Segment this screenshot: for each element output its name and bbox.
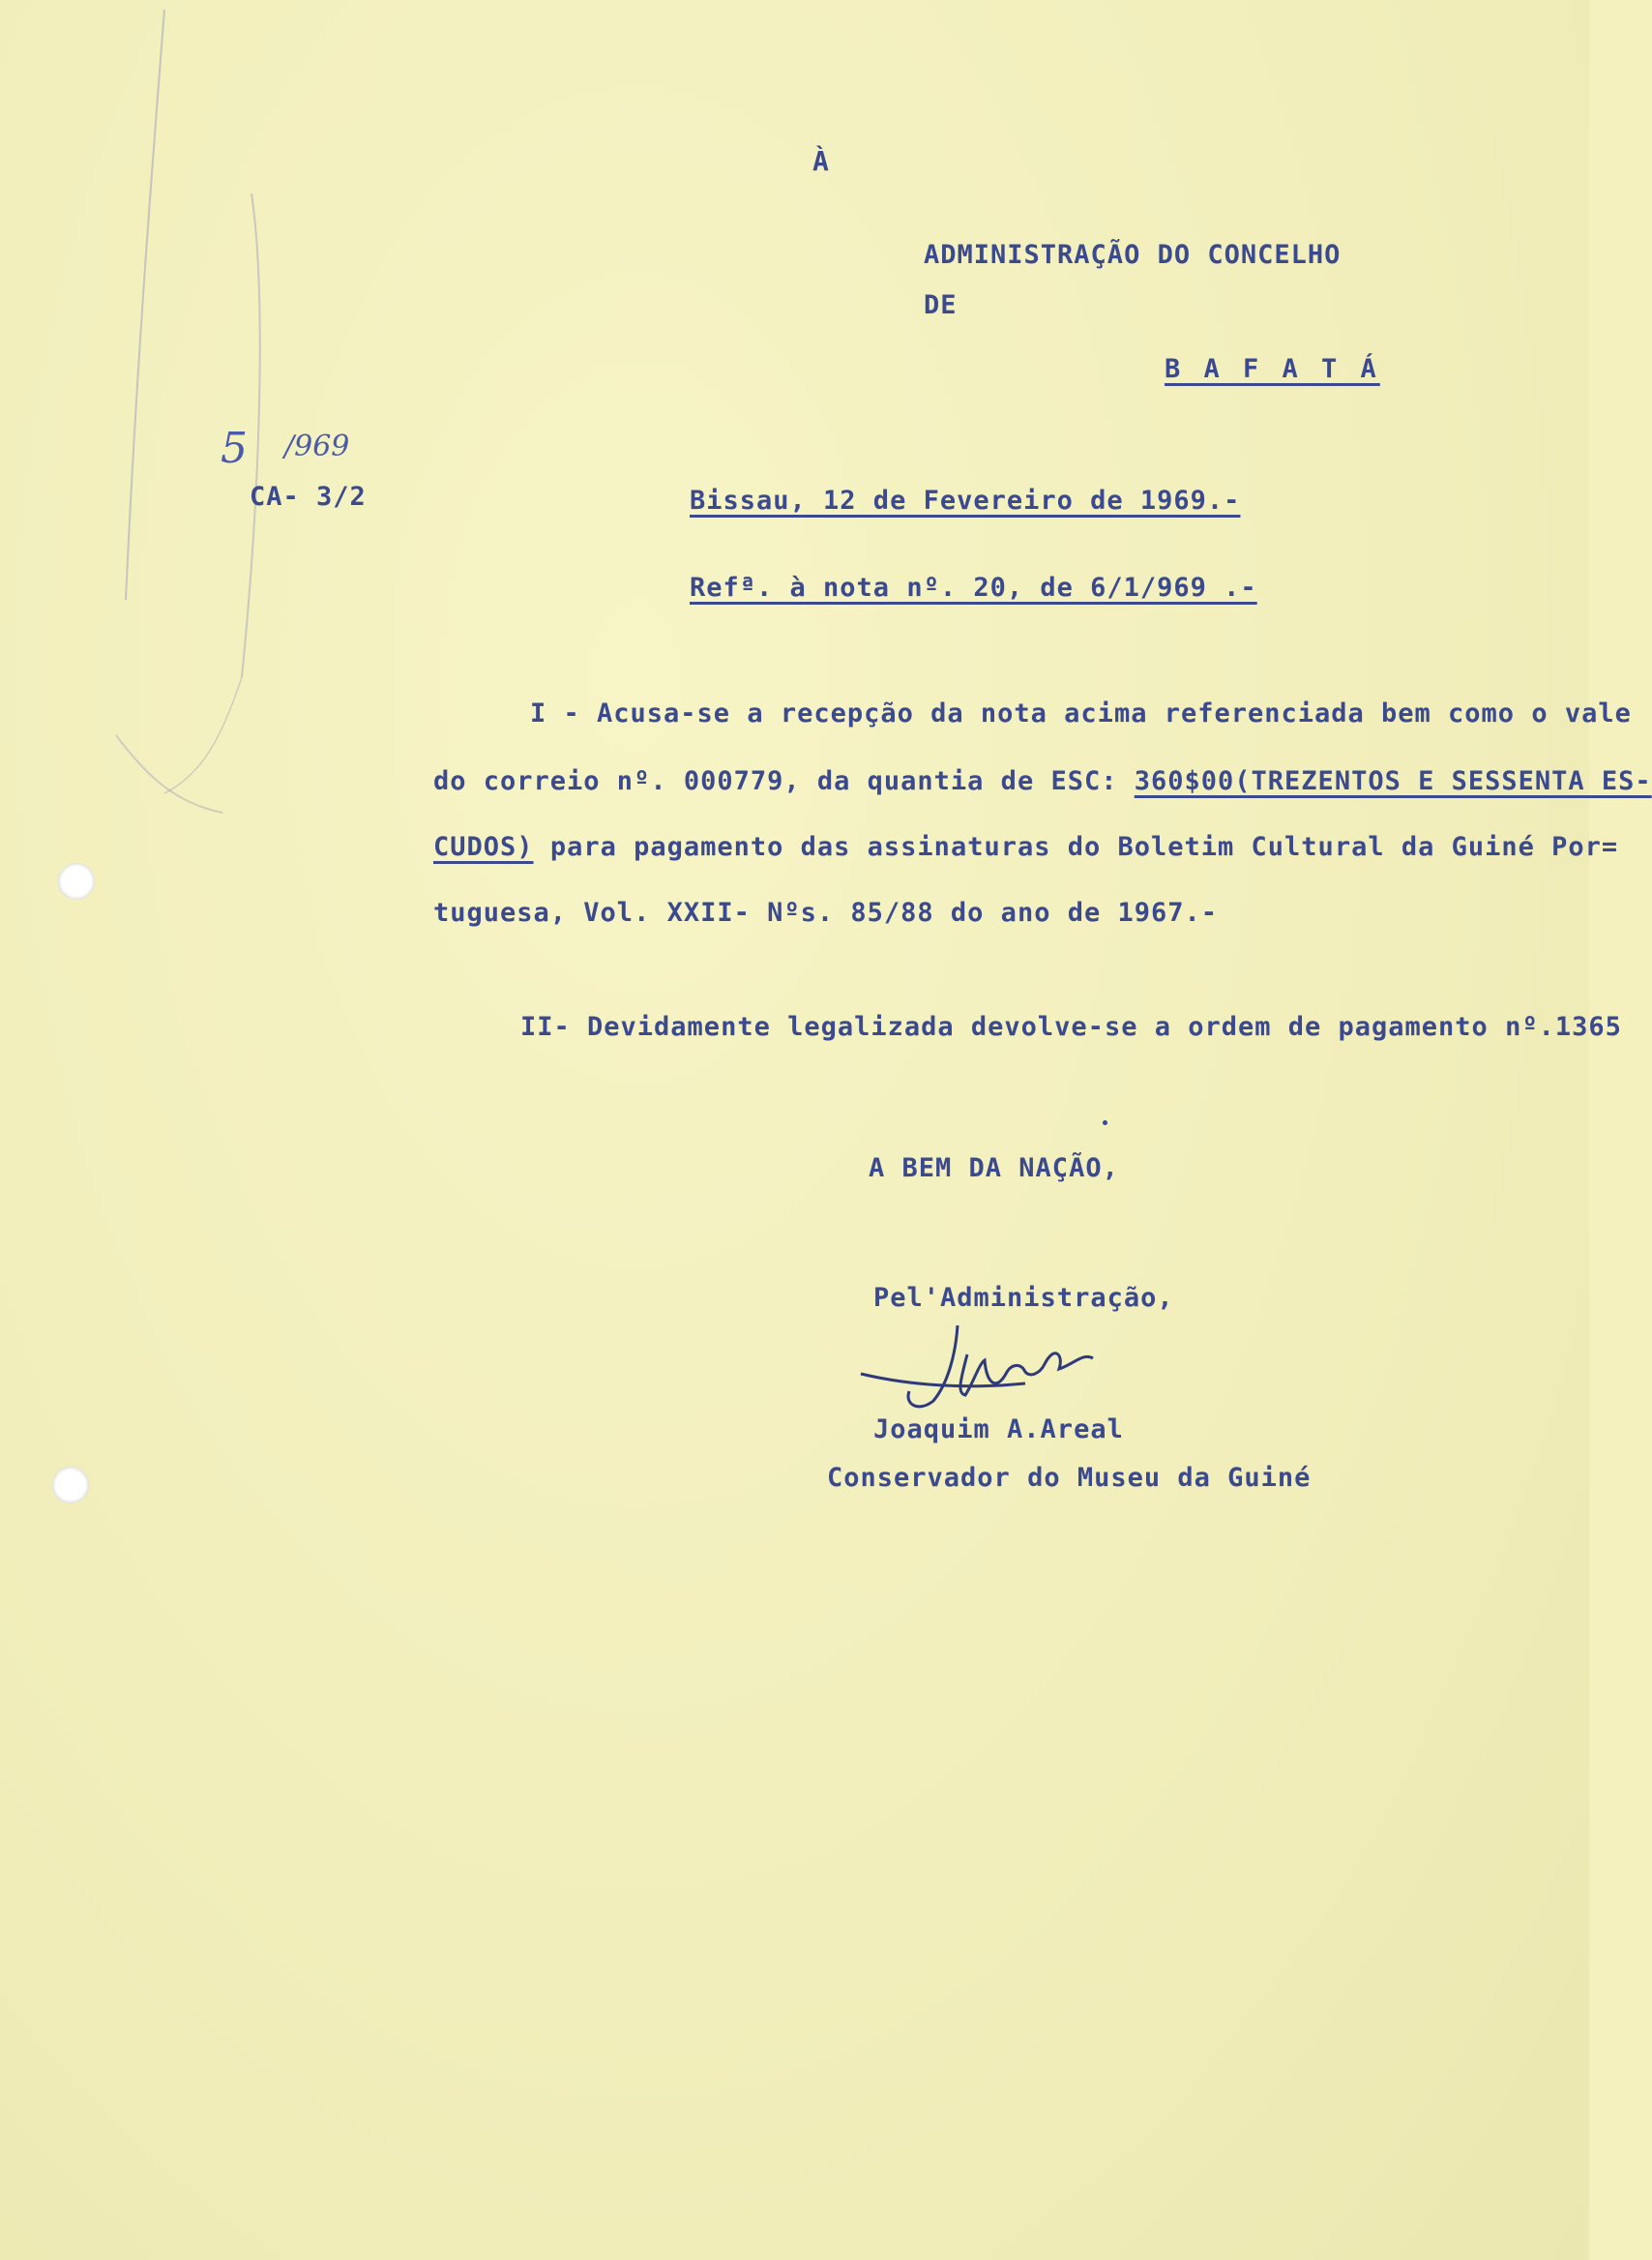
addressee-place: B A F A T Á [1165,354,1380,384]
handwritten-signature [851,1316,1141,1422]
punch-hole-bottom [52,1467,89,1503]
addressee-line-1: ADMINISTRAÇÃO DO CONCELHO [924,240,1342,270]
punch-hole-top [58,863,95,900]
paragraph-1-line-2-prefix: do correio nº. 000779, da quantia de ESC: [433,766,1118,796]
paragraph-1-line-3 [433,832,1618,862]
signature-intro: Pel'Administração, [873,1283,1174,1313]
paragraph-2: II- Devidamente legalizada devolve-se a ordem de pagamento nº.1365 [520,1012,1622,1042]
handwritten-year: /969 [284,430,350,463]
ink-dot [1103,1120,1107,1125]
reference-line: Refª. à nota nº. 20, de 6/1/969 .- [690,573,1257,603]
a-mark: À [812,145,830,177]
paragraph-1-line-3-rest: para pagamento das assinaturas do Boletim Cultural da Guiné Por= [549,832,1619,862]
file-code: CA- 3/2 [250,482,367,512]
signer-name: Joaquim A.Areal [873,1414,1124,1444]
addressee-line-2: DE [924,290,958,320]
payment-amount-continued: CUDOS) [433,832,534,862]
paragraph-1-line-2 [433,766,1652,796]
closing-line: A BEM DA NAÇÃO, [869,1153,1119,1183]
payment-amount: 360$00(TREZENTOS E SESSENTA ES- [1134,766,1652,796]
signer-title: Conservador do Museu da Guiné [827,1463,1312,1493]
paragraph-1-line-4: tuguesa, Vol. XXII- Nºs. 85/88 do ano de 1967.- [433,898,1219,928]
paragraph-1-line-1: I - Acusa-se a recepção da nota acima referenciada bem como o vale [530,699,1632,729]
date-line: Bissau, 12 de Fevereiro de 1969.- [690,486,1241,516]
handwritten-number: 5 [221,424,248,473]
